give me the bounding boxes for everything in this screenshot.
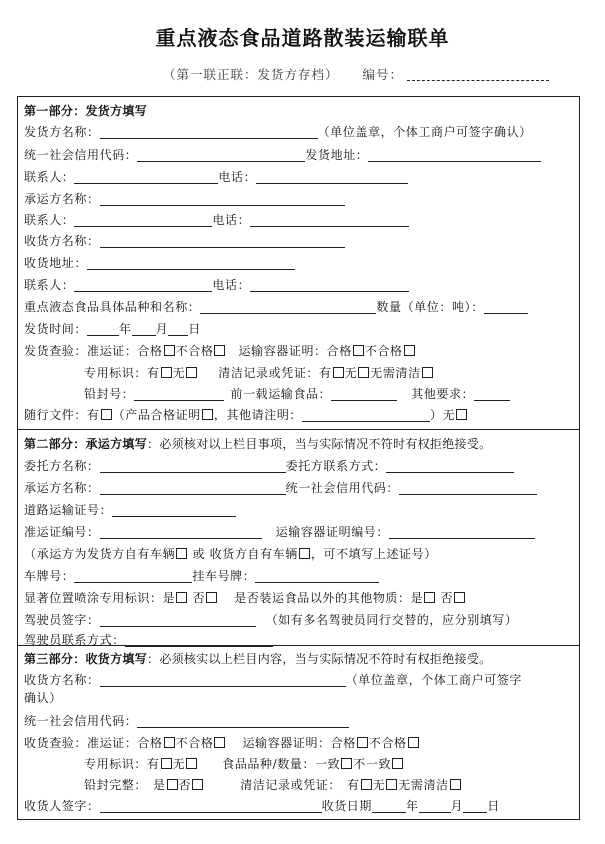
shipper-name-note: （单位盖章，个体工商户可签字确认） xyxy=(317,125,532,139)
ship-time-row xyxy=(24,322,201,336)
phone-field[interactable] xyxy=(256,170,408,184)
variety-match-label: 一致 xyxy=(315,757,341,771)
year-label: 年 xyxy=(119,322,132,336)
p3-credit-field[interactable] xyxy=(137,714,349,728)
permit-label: 准运证： xyxy=(87,344,138,358)
docs-yes-label: 有 xyxy=(87,408,100,422)
clean-yes-label: 有 xyxy=(319,366,332,380)
mark-no-checkbox[interactable] xyxy=(186,367,197,378)
road-license-label: 道路运输证号： xyxy=(24,503,113,517)
part1-section xyxy=(18,97,579,429)
credit-code-row xyxy=(24,148,541,162)
road-license-field[interactable] xyxy=(112,503,236,517)
phone-label: 电话： xyxy=(218,170,257,184)
ship-address-label: 发货地址： xyxy=(305,148,369,162)
part3-section xyxy=(18,645,579,818)
driver-sign-label: 驾驶员签字： xyxy=(24,613,100,627)
recv-mark-label: 专用标识： xyxy=(84,757,148,771)
receiver-name-field[interactable] xyxy=(100,234,345,248)
p3-credit-label: 统一社会信用代码： xyxy=(24,714,138,728)
other-req-label: 其他要求： xyxy=(411,387,475,401)
docs-row xyxy=(24,408,468,422)
docs-label: 随行文件： xyxy=(24,408,88,422)
variety-mismatch-checkbox[interactable] xyxy=(392,758,403,769)
ship-month-field[interactable] xyxy=(132,322,156,336)
ship-address-field[interactable] xyxy=(368,148,541,162)
clean-no-label: 无 xyxy=(344,366,358,380)
consignor-row xyxy=(24,459,514,473)
part1-heading: 第一部分：发货方填写 xyxy=(24,104,148,118)
docs-other-field[interactable] xyxy=(302,408,430,422)
part3-heading-note: ：必须核实以上栏目内容，当与实际情况不符时有权拒绝接受。 xyxy=(147,652,492,666)
recv-check-row xyxy=(24,736,420,750)
p3-receiver-name-label: 收货方名称： xyxy=(24,673,100,687)
p3-receiver-name-field[interactable] xyxy=(100,673,346,687)
docs-other-label: ，其他请注明： xyxy=(213,408,303,422)
recv-container-pass-label: 合格 xyxy=(330,736,356,750)
product-field[interactable] xyxy=(200,300,376,314)
receiver-sign-row xyxy=(24,799,500,813)
own-vehicle-receiver-checkbox[interactable] xyxy=(299,548,310,559)
shipper-contact-row xyxy=(24,170,408,184)
contact2-label: 联系人： xyxy=(24,213,75,227)
docs-no-label: 无 xyxy=(442,408,456,422)
ship-check-row xyxy=(24,344,416,358)
p3-credit-row xyxy=(24,714,349,728)
recv-no-clean-checkbox[interactable] xyxy=(450,779,461,790)
recv-clean-label: 清洁记录或凭证： xyxy=(240,778,342,792)
seal-no-field[interactable] xyxy=(134,387,224,401)
p3-receiver-note-row xyxy=(24,691,62,705)
plate-field[interactable] xyxy=(74,569,192,583)
mark-no-label: 无 xyxy=(172,366,186,380)
variety-qty-label: 食品品种/数量： xyxy=(222,757,316,771)
container-pass-checkbox[interactable] xyxy=(353,345,364,356)
receive-day-field[interactable] xyxy=(463,799,487,813)
contact-field[interactable] xyxy=(74,170,218,184)
consignor-contact-field[interactable] xyxy=(386,459,514,473)
phone3-label: 电话： xyxy=(212,278,251,292)
ship-year-field[interactable] xyxy=(87,322,119,336)
seal-yes-checkbox[interactable] xyxy=(167,779,178,790)
carrier2-name-label: 承运方名称： xyxy=(24,481,100,495)
receiver-address-field[interactable] xyxy=(87,256,295,270)
recv-seal-row xyxy=(84,778,462,792)
other-goods-yes-checkbox[interactable] xyxy=(424,592,435,603)
container-pass-label: 合格 xyxy=(326,344,352,358)
form-subtitle xyxy=(163,65,549,83)
permit-fail-label: 不合格 xyxy=(175,344,214,358)
receiver-sign-label: 收货人签字： xyxy=(24,799,100,813)
receiver-address-label: 收货地址： xyxy=(24,256,88,270)
seal-yes-label: 是 xyxy=(153,778,166,792)
spray-yes-label: 显著位置喷涂专用标识：是 xyxy=(24,591,176,605)
number-label: 编号： xyxy=(362,67,403,82)
spray-no-label: 否 xyxy=(188,591,206,605)
prev-food-label: 前一载运输食品： xyxy=(230,387,332,401)
p3-receiver-note-b: 确认） xyxy=(24,691,62,705)
consignor-name-label: 委托方名称： xyxy=(24,459,100,473)
receive-date-label: 收货日期 xyxy=(321,799,373,813)
contact3-label: 联系人： xyxy=(24,278,75,292)
ship-day-field[interactable] xyxy=(168,322,188,336)
receiver-sign-field[interactable] xyxy=(100,799,322,813)
permit-no-field[interactable] xyxy=(100,525,262,539)
container-fail-label: 不合格 xyxy=(364,344,403,358)
carrier2-credit-field[interactable] xyxy=(399,481,537,495)
clean-no-checkbox[interactable] xyxy=(358,367,369,378)
container-fail-checkbox[interactable] xyxy=(404,345,415,356)
carrier-name-field[interactable] xyxy=(100,192,345,206)
other-req-field[interactable] xyxy=(474,387,510,401)
part2-heading-row xyxy=(24,437,491,451)
permit-fail-checkbox[interactable] xyxy=(214,345,225,356)
consignor-name-field[interactable] xyxy=(100,459,286,473)
part2-heading: 第二部分：承运方填写 xyxy=(24,437,148,451)
check-label: 发货查验： xyxy=(24,344,88,358)
p3-receiver-note-a: （单位盖章，个体工商户可签字 xyxy=(345,673,523,687)
seal-no2-checkbox[interactable] xyxy=(192,779,203,790)
receiver-name-label: 收货方名称： xyxy=(24,234,100,248)
carrier2-row xyxy=(24,481,537,495)
own-vehicle-receiver-label: 或 收货方自有车辆 xyxy=(188,547,298,561)
form-title: 重点液态食品道路散装运输联单 xyxy=(155,26,450,50)
recv-permit-label: 准运证： xyxy=(87,736,138,750)
recv-container-label: 运输容器证明： xyxy=(242,736,331,750)
recv-mark-row xyxy=(84,757,404,771)
dedicated-mark-label: 专用标识： xyxy=(84,366,148,380)
recv-no-clean-label: 无需清洁 xyxy=(398,778,449,792)
other-goods-yes-label: 是否装运食品以外的其他物质：是 xyxy=(234,591,424,605)
recv-container-pass-checkbox[interactable] xyxy=(357,737,368,748)
part3-heading-row xyxy=(24,652,491,666)
receive-year-label: 年 xyxy=(406,799,419,813)
container-cert-no-field[interactable] xyxy=(389,525,535,539)
product-row xyxy=(24,300,528,314)
contact3-field[interactable] xyxy=(74,278,212,292)
p3-receiver-row xyxy=(24,673,522,687)
phone3-field[interactable] xyxy=(250,278,409,292)
seal-no-label: 铅封号： xyxy=(84,387,135,401)
no-clean-checkbox[interactable] xyxy=(422,367,433,378)
plate-label: 车牌号： xyxy=(24,569,75,583)
recv-clean-no-label: 无 xyxy=(372,778,386,792)
spray-mark-row xyxy=(24,591,466,605)
day-label: 日 xyxy=(188,322,201,336)
plate-row xyxy=(24,569,379,583)
clean-yes-checkbox[interactable] xyxy=(333,367,344,378)
quantity-label: 数量（单位：吨）： xyxy=(376,300,484,314)
permit-no-row xyxy=(24,525,535,539)
permit-no-label: 准运证编号： xyxy=(24,525,100,539)
docs-yes-checkbox[interactable] xyxy=(101,409,112,420)
mark-yes-checkbox[interactable] xyxy=(161,367,172,378)
receiver-contact-row xyxy=(24,278,409,292)
own-vehicle-shipper-label: （承运方为发货方自有车辆 xyxy=(24,547,176,561)
carrier-name-row xyxy=(24,192,345,206)
docs-no-checkbox[interactable] xyxy=(456,409,467,420)
spray-no-checkbox[interactable] xyxy=(206,592,217,603)
month-label: 月 xyxy=(155,322,169,336)
cleaning-record-label: 清洁记录或凭证： xyxy=(218,366,320,380)
carrier2-credit-label: 统一社会信用代码： xyxy=(285,481,400,495)
recv-mark-no-checkbox[interactable] xyxy=(186,758,197,769)
shipper-name-row xyxy=(24,125,532,139)
waybill-form xyxy=(17,96,580,820)
credit-code-label: 统一社会信用代码： xyxy=(24,148,138,162)
own-vehicle-note: ，可不填写上述证号） xyxy=(310,547,437,561)
ship-time-label: 发货时间： xyxy=(24,322,88,336)
mark-yes-label: 有 xyxy=(147,366,160,380)
other-goods-no-label: 否 xyxy=(436,591,454,605)
contact2-field[interactable] xyxy=(74,213,212,227)
other-goods-no-checkbox[interactable] xyxy=(454,592,465,603)
variety-mismatch-label: 不一致 xyxy=(353,757,392,771)
recv-permit-pass-label: 合格 xyxy=(137,736,163,750)
shipper-name-label: 发货方名称： xyxy=(24,125,100,139)
contact-label: 联系人： xyxy=(24,170,75,184)
receive-month-label: 月 xyxy=(450,799,464,813)
receive-month-field[interactable] xyxy=(419,799,451,813)
part2-heading-note: ：必须核对以上栏目事项，当与实际情况不符时有权拒绝接受。 xyxy=(147,437,492,451)
recv-clean-yes-checkbox[interactable] xyxy=(361,779,372,790)
permit-pass-label: 合格 xyxy=(137,344,163,358)
recv-permit-fail-label: 不合格 xyxy=(175,736,214,750)
docs-product-cert-label: （产品合格证明 xyxy=(112,408,201,422)
road-license-row xyxy=(24,503,236,517)
quantity-field[interactable] xyxy=(484,300,528,314)
receiver-address-row xyxy=(24,256,295,270)
seal-no2-label: 否 xyxy=(178,778,192,792)
driver-sign-field[interactable] xyxy=(100,613,256,627)
seal-ok-label: 铅封完整： xyxy=(84,778,148,792)
consignor-contact-label: 委托方联系方式： xyxy=(285,459,387,473)
recv-check-label: 收货查验： xyxy=(24,736,88,750)
recv-permit-pass-checkbox[interactable] xyxy=(164,737,175,748)
number-field[interactable] xyxy=(407,67,549,81)
product-label: 重点液态食品具体品种和名称： xyxy=(24,300,201,314)
credit-code-field[interactable] xyxy=(137,148,305,162)
carrier2-name-field[interactable] xyxy=(100,481,286,495)
recv-mark-no-label: 无 xyxy=(172,757,186,771)
container-cert-no-label: 运输容器证明编号： xyxy=(275,525,390,539)
phone2-field[interactable] xyxy=(250,213,409,227)
receiver-name-row xyxy=(24,234,345,248)
shipper-name-field[interactable] xyxy=(100,125,318,139)
recv-clean-yes-label: 有 xyxy=(347,778,360,792)
no-clean-label: 无需清洁 xyxy=(370,366,421,380)
docs-product-cert-checkbox[interactable] xyxy=(202,409,213,420)
spray-yes-checkbox[interactable] xyxy=(176,592,187,603)
part3-heading: 第三部分：收货方填写 xyxy=(24,652,148,666)
part2-section xyxy=(18,429,579,645)
docs-close: ） xyxy=(430,408,443,422)
copy-label: （第一联正联：发货方存档） xyxy=(163,67,339,82)
driver-sign-row xyxy=(24,613,518,627)
trailer-plate-field[interactable] xyxy=(255,569,379,583)
phone2-label: 电话： xyxy=(212,213,251,227)
carrier-name-label: 承运方名称： xyxy=(24,192,100,206)
recv-container-fail-checkbox[interactable] xyxy=(408,737,419,748)
recv-mark-yes-label: 有 xyxy=(147,757,160,771)
container-cert-label: 运输容器证明： xyxy=(238,344,327,358)
driver-contact-label: 驾驶员联系方式： xyxy=(24,633,125,647)
recv-clean-no-checkbox[interactable] xyxy=(386,779,397,790)
ship-mark-row xyxy=(84,366,434,380)
receive-day-label: 日 xyxy=(487,799,500,813)
trailer-plate-label: 挂车号牌： xyxy=(192,569,256,583)
own-vehicle-row xyxy=(24,547,437,561)
receive-year-field[interactable] xyxy=(372,799,406,813)
carrier-contact-row xyxy=(24,213,409,227)
recv-mark-yes-checkbox[interactable] xyxy=(161,758,172,769)
seal-row xyxy=(84,387,510,401)
own-vehicle-shipper-checkbox[interactable] xyxy=(176,548,187,559)
prev-food-field[interactable] xyxy=(331,387,397,401)
driver-note: （如有多名驾驶员同行交替的，应分别填写） xyxy=(265,613,518,627)
recv-container-fail-label: 不合格 xyxy=(368,736,407,750)
variety-match-checkbox[interactable] xyxy=(341,758,352,769)
recv-permit-fail-checkbox[interactable] xyxy=(214,737,225,748)
permit-pass-checkbox[interactable] xyxy=(164,345,175,356)
